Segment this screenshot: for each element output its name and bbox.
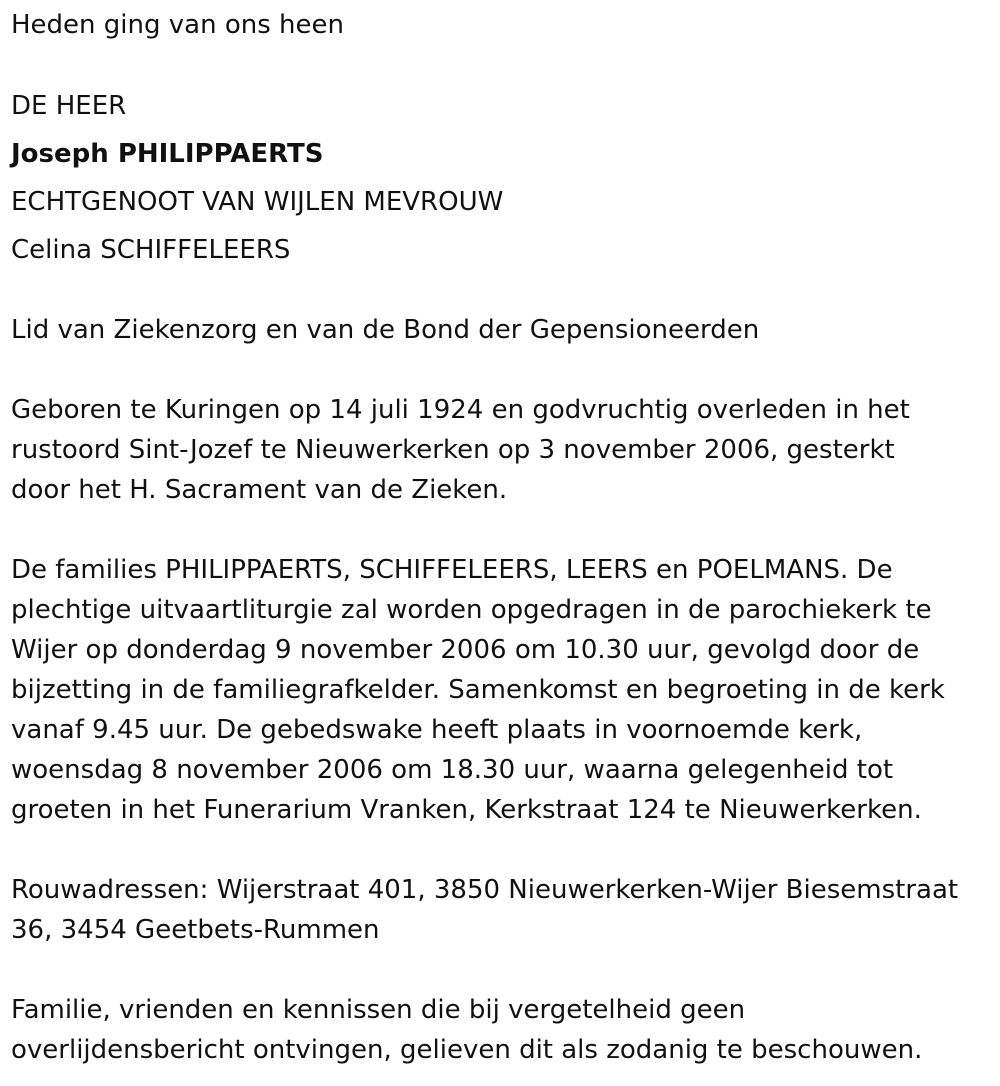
closing-line: overlijdensbericht ontvingen, gelieven dit als zodanig te beschouwen.	[11, 1035, 923, 1065]
birth-death-line: Geboren te Kuringen op 14 juli 1924 en godvruchtig overleden in het	[11, 395, 910, 425]
membership-text: Lid van Ziekenzorg en van de Bond der Gepensioneerden	[11, 315, 760, 345]
birth-death-paragraph	[11, 390, 991, 510]
funeral-paragraph	[11, 550, 991, 830]
closing-line: Familie, vrienden en kennissen die bij vergetelheid geen	[11, 995, 746, 1025]
address-line: 36, 3454 Geetbets-Rummen	[11, 915, 380, 945]
funeral-line: bijzetting in de familiegrafkelder. Samenkomst en begroeting in de kerk	[11, 675, 945, 705]
spouse-label: ECHTGENOOT VAN WIJLEN MEVROUW	[11, 187, 504, 217]
funeral-line: woensdag 8 november 2006 om 18.30 uur, waarna gelegenheid tot	[11, 755, 894, 785]
closing-paragraph	[11, 990, 991, 1070]
funeral-line: plechtige uitvaartliturgie zal worden opgedragen in de parochiekerk te	[11, 595, 932, 625]
funeral-line: vanaf 9.45 uur. De gebedswake heeft plaats in voornoemde kerk,	[11, 715, 863, 745]
funeral-line: Wijer op donderdag 9 november 2006 om 10.30 uur, gevolgd door de	[11, 635, 920, 665]
intro-text: Heden ging van ons heen	[11, 10, 344, 40]
address-line: Rouwadressen: Wijerstraat 401, 3850 Nieuwerkerken-Wijer Biesemstraat	[11, 875, 959, 905]
honorific-title: DE HEER	[11, 91, 127, 121]
spouse-name: Celina SCHIFFELEERS	[11, 235, 291, 265]
birth-death-line: door het H. Sacrament van de Zieken.	[11, 475, 508, 505]
funeral-line: groeten in het Funerarium Vranken, Kerkstraat 124 te Nieuwerkerken.	[11, 795, 922, 825]
funeral-line: De families PHILIPPAERTS, SCHIFFELEERS, LEERS en POELMANS. De	[11, 555, 893, 585]
birth-death-line: rustoord Sint-Jozef te Nieuwerkerken op 3 november 2006, gesterkt	[11, 435, 895, 465]
condolence-addresses	[11, 870, 991, 950]
deceased-name: Joseph PHILIPPAERTS	[11, 139, 324, 169]
